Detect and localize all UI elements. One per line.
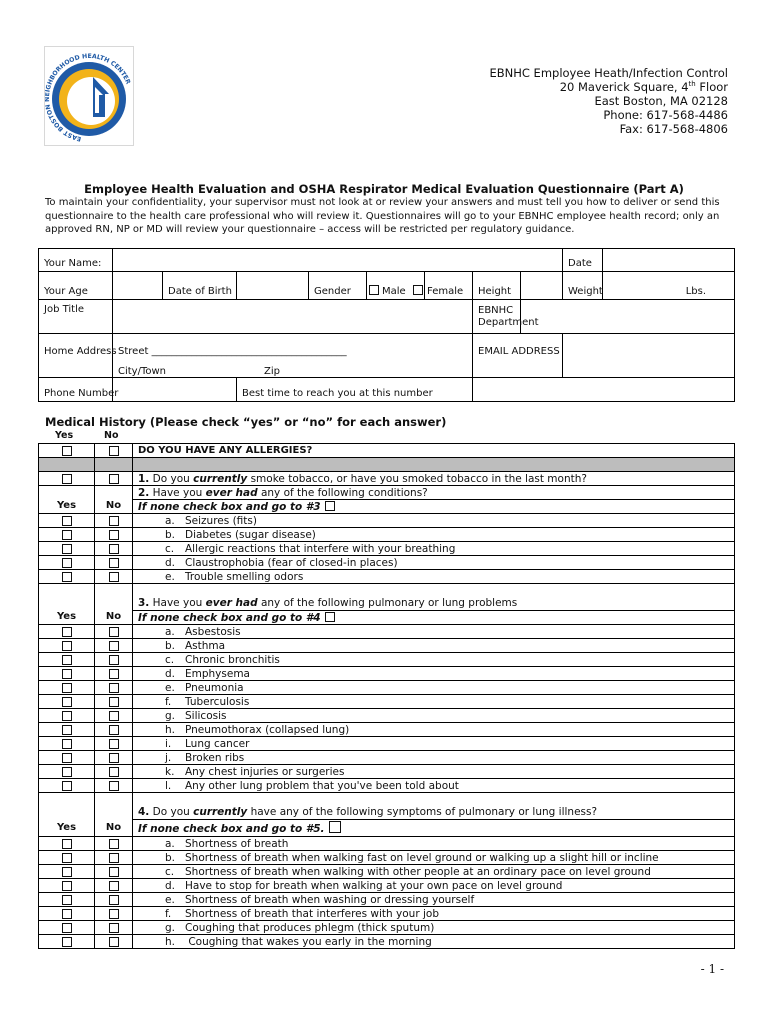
phone-number-field[interactable] [113,378,237,402]
q4-item-yes-checkbox[interactable] [62,839,72,849]
q4-item-letter: d. [165,879,176,892]
q4-item-no-checkbox[interactable] [109,923,119,933]
ebnhc-department-label: EBNHC Department [473,300,521,334]
q3-item-label: Any chest injuries or surgeries [185,765,345,778]
q3-item-row [39,667,735,681]
q4-item-letter: g. [165,921,176,934]
employee-info-table [38,248,735,402]
q3-items [39,625,735,793]
q4-item-label: Coughing that wakes you early in the morning [185,935,432,948]
shaded-spacer [95,458,133,472]
q3-item-no-checkbox[interactable] [109,655,119,665]
q4-item-text-cell [133,921,735,935]
q2-item-label: Claustrophobia (fear of closed-in places) [185,556,398,569]
q2-item-text-cell [133,556,735,570]
q4-item-row [39,935,735,949]
your-age-field[interactable] [113,272,163,300]
shaded-spacer [39,458,95,472]
q3-none-checkbox[interactable] [325,612,335,622]
phone-number-label: Phone Number [39,378,113,402]
q2-item-row [39,542,735,556]
q3-no-cell [95,723,133,737]
q2-blank-cell [95,486,133,500]
q2-item-label: Allergic reactions that interfere with your breathing [185,542,456,555]
your-name-field[interactable] [113,249,563,272]
q2-item-text-cell [133,570,735,584]
q4-item-row [39,837,735,851]
q3-no-cell [95,653,133,667]
q3-no-cell [95,695,133,709]
q3-item-yes-checkbox[interactable] [62,767,72,777]
q4-no-cell [95,893,133,907]
q3-item-letter: a. [165,625,175,638]
q4-item-yes-checkbox[interactable] [62,909,72,919]
q2-item-yes-checkbox[interactable] [62,572,72,582]
q4-item-label: Coughing that produces phlegm (thick sputum) [185,921,435,934]
q3-item-label: Emphysema [185,667,250,680]
q3-item-text-cell [133,751,735,765]
q3-yes-cell [39,667,95,681]
q3-item-letter: l. [165,779,172,792]
q4-no-cell [95,865,133,879]
q2-item-row [39,570,735,584]
logo-ring-text: EAST BOSTON IGHBORHOOD HEALTH CENTER [45,52,132,143]
q3-item-row [39,681,735,695]
q3-item-yes-checkbox[interactable] [62,711,72,721]
q3-item-no-checkbox[interactable] [109,669,119,679]
q3-no-header: No [95,611,133,625]
q3-item-label: Chronic bronchitis [185,653,280,666]
q3-yes-cell [39,709,95,723]
q4-item-no-checkbox[interactable] [109,937,119,947]
q4-item-yes-checkbox[interactable] [62,937,72,947]
q4-item-label: Shortness of breath when washing or dressing yourself [185,893,475,906]
q3-yes-cell [39,723,95,737]
q3-item-row [39,625,735,639]
q3-item-text-cell [133,709,735,723]
q4-yes-cell [39,935,95,949]
q4-item-no-checkbox[interactable] [109,853,119,863]
document-title: Employee Health Evaluation and OSHA Respirator Medical Evaluation Questionnaire (Part A) [84,182,684,196]
q4-item-row [39,893,735,907]
q3-item-no-checkbox[interactable] [109,641,119,651]
q2-no-cell [95,514,133,528]
q3-item-text-cell [133,695,735,709]
q4-item-yes-checkbox[interactable] [62,853,72,863]
q3-item-label: Silicosis [185,709,227,722]
q2-yes-cell [39,514,95,528]
q3-no-cell [95,779,133,793]
q4-item-letter: f. [165,907,172,920]
q2-item-text-cell [133,514,735,528]
q4-question: 4. Do you currently have any of the following symptoms of pulmonary or lung illness? [133,793,735,820]
q4-item-letter: c. [165,865,175,878]
zip-label: Zip [264,366,280,377]
q3-item-row [39,639,735,653]
q3-yes-cell [39,639,95,653]
q3-item-letter: k. [165,765,175,778]
q4-item-yes-checkbox[interactable] [62,867,72,877]
q3-item-no-checkbox[interactable] [109,753,119,763]
q3-item-label: Asthma [185,639,226,652]
q3-item-no-checkbox[interactable] [109,781,119,791]
address-phone: Phone: 617-568-4486 [603,108,728,122]
q3-item-yes-checkbox[interactable] [62,739,72,749]
q3-item-text-cell [133,779,735,793]
q3-item-yes-checkbox[interactable] [62,781,72,791]
city-zip-row [118,366,467,377]
date-field[interactable] [603,249,735,272]
q3-item-no-checkbox[interactable] [109,683,119,693]
health-center-logo [44,46,134,146]
yes-column-header: Yes [55,430,74,441]
q3-item-letter: b. [165,639,176,652]
q2-no-cell [95,556,133,570]
q2-item-label: Diabetes (sugar disease) [185,528,316,541]
date-label: Date [563,249,603,272]
best-time-label: Best time to reach you at this number [237,378,473,402]
q4-item-text-cell [133,907,735,921]
q2-item-text-cell [133,528,735,542]
q3-item-letter: h. [165,723,175,736]
q2-item-yes-checkbox[interactable] [62,544,72,554]
q4-item-letter: e. [165,893,175,906]
email-address-field[interactable] [563,334,735,378]
q3-yes-cell [39,737,95,751]
q4-no-cell [95,921,133,935]
q2-item-row [39,528,735,542]
q2-item-yes-checkbox[interactable] [62,558,72,568]
job-title-label: Job Title [39,300,113,334]
q2-item-row [39,556,735,570]
q4-item-letter: b. [165,851,176,864]
q1-yes-checkbox[interactable] [62,474,72,484]
q4-item-no-checkbox[interactable] [109,839,119,849]
q3-item-letter: f. [165,695,172,708]
q3-item-text-cell [133,667,735,681]
q4-item-text-cell [133,935,735,949]
q4-item-row [39,907,735,921]
allergies-no-checkbox[interactable] [109,446,119,456]
q2-item-letter: c. [165,542,175,555]
male-checkbox[interactable] [369,285,379,295]
q4-yes-cell [39,921,95,935]
address-line-2: 20 Maverick Square, 4th Floor [559,80,728,94]
q2-item-label: Seizures (fits) [185,514,257,527]
q2-blank-cell [39,486,95,500]
q3-item-yes-checkbox[interactable] [62,641,72,651]
address-line-3: East Boston, MA 02128 [594,94,728,108]
q3-item-yes-checkbox[interactable] [62,697,72,707]
job-title-field[interactable] [113,300,473,334]
q2-item-letter: a. [165,514,175,527]
q4-item-yes-checkbox[interactable] [62,881,72,891]
q4-item-label: Shortness of breath [185,837,289,850]
q3-no-cell [95,751,133,765]
q3-item-row [39,751,735,765]
confidentiality-notice: To maintain your confidentiality, your supervisor must not look at or review your answers and must tell you how to deliver or send this questionnaire to the health care professional who will review it. Questionnaires will go to your EBNHC employee health record; only an approved RN, NP or MD will review your questionnaire – access will be restricted per regulatory guidance. [45,197,720,235]
q4-no-cell [95,837,133,851]
q4-item-text-cell [133,837,735,851]
q2-item-no-checkbox[interactable] [109,572,119,582]
q3-yes-cell [39,695,95,709]
q2-yes-header: Yes [39,500,95,514]
q3-item-label: Any other lung problem that you've been told about [185,779,459,792]
q3-yes-cell [39,779,95,793]
street-label: Street _______________________________________ [118,346,347,357]
q3-item-row [39,737,735,751]
q3-item-yes-checkbox[interactable] [62,753,72,763]
female-label: Female [425,272,473,300]
q4-item-no-checkbox[interactable] [109,881,119,891]
q2-item-letter: e. [165,570,175,583]
q3-item-label: Asbestosis [185,625,241,638]
q4-none-option: If none check box and go to #5. [133,820,735,837]
q3-item-no-checkbox[interactable] [109,767,119,777]
q1-no-checkbox[interactable] [109,474,119,484]
home-address-label: Home Address [39,334,113,378]
q4-item-row [39,879,735,893]
q2-item-text-cell [133,542,735,556]
q3-item-text-cell [133,723,735,737]
q4-no-cell [95,935,133,949]
male-label: Male [382,286,406,297]
q3-yes-header: Yes [39,611,95,625]
q4-yes-cell [39,879,95,893]
q1-yes-cell [39,472,95,486]
q2-none-checkbox[interactable] [325,501,335,511]
q3-item-row [39,695,735,709]
q2-item-no-checkbox[interactable] [109,530,119,540]
q4-yes-cell [39,893,95,907]
q4-item-row [39,865,735,879]
q3-no-cell [95,681,133,695]
page-number: - 1 - [700,962,724,976]
q3-item-row [39,653,735,667]
q3-item-label: Broken ribs [185,751,245,764]
home-address-field[interactable] [113,334,473,378]
q2-item-letter: b. [165,528,176,541]
q3-question: 3. Have you ever had any of the following pulmonary or lung problems [133,584,735,611]
q2-item-row [39,514,735,528]
q3-item-letter: e. [165,681,175,694]
q3-no-cell [95,667,133,681]
your-name-label: Your Name: [39,249,113,272]
clinic-address [489,66,728,136]
address-fax: Fax: 617-568-4806 [619,122,728,136]
q2-yes-cell [39,528,95,542]
q3-no-cell [95,737,133,751]
height-field[interactable] [521,272,563,300]
q4-item-text-cell [133,879,735,893]
q4-no-header: No [95,820,133,837]
q3-item-row [39,709,735,723]
q3-yes-cell [39,681,95,695]
q3-item-text-cell [133,765,735,779]
q4-yes-cell [39,851,95,865]
medical-history-table [38,443,735,949]
q3-item-label: Pneumothorax (collapsed lung) [185,723,350,736]
q3-yes-cell [39,751,95,765]
q3-item-label: Pneumonia [185,681,244,694]
your-age-label: Your Age [39,272,113,300]
q2-no-cell [95,528,133,542]
q2-yes-cell [39,556,95,570]
q3-item-text-cell [133,639,735,653]
q3-item-row [39,765,735,779]
q3-yes-cell [39,625,95,639]
city-town-label: City/Town [118,366,167,377]
female-checkbox[interactable] [413,285,423,295]
q4-no-cell [95,879,133,893]
q1-question: 1. Do you currently smoke tobacco, or have you smoked tobacco in the last month? [133,472,735,486]
q4-item-label: Shortness of breath when walking fast on level ground or walking up a slight hill or incline [185,851,659,864]
q3-item-label: Lung cancer [185,737,250,750]
date-of-birth-field[interactable] [237,272,309,300]
q4-item-no-checkbox[interactable] [109,909,119,919]
q3-item-row [39,779,735,793]
q2-items [39,514,735,584]
q4-item-row [39,851,735,865]
q4-no-cell [95,851,133,865]
q2-item-no-checkbox[interactable] [109,558,119,568]
q3-no-cell [95,639,133,653]
q2-item-letter: d. [165,556,176,569]
q3-item-yes-checkbox[interactable] [62,669,72,679]
q3-blank-cell [39,584,95,611]
q4-item-yes-checkbox[interactable] [62,895,72,905]
no-column-header: No [104,430,119,441]
q3-yes-cell [39,765,95,779]
q4-item-label: Shortness of breath when walking with other people at an ordinary pace on level ground [185,865,651,878]
q4-item-no-checkbox[interactable] [109,867,119,877]
address-line-1: EBNHC Employee Heath/Infection Control [489,66,728,80]
department-field[interactable] [521,300,735,334]
q3-no-cell [95,765,133,779]
q2-item-yes-checkbox[interactable] [62,516,72,526]
weight-label: Weight [563,272,603,300]
q4-item-row [39,921,735,935]
q3-item-yes-checkbox[interactable] [62,725,72,735]
q2-question: 2. Have you ever had any of the following conditions? [133,486,735,500]
q3-item-no-checkbox[interactable] [109,725,119,735]
health-center-logo-icon [45,47,133,145]
q4-item-yes-checkbox[interactable] [62,923,72,933]
q3-none-option: If none check box and go to #4 [133,611,735,625]
q4-item-text-cell [133,851,735,865]
q2-no-cell [95,570,133,584]
q3-item-letter: i. [165,737,172,750]
q2-none-option: If none check box and go to #3 [133,500,735,514]
weight-field[interactable] [603,272,735,300]
email-address-label: EMAIL ADDRESS [473,334,563,378]
q3-no-cell [95,625,133,639]
q3-item-no-checkbox[interactable] [109,711,119,721]
q4-no-cell [95,907,133,921]
q3-item-letter: j. [165,751,172,764]
q4-item-label: Have to stop for breath when walking at your own pace on level ground [185,879,563,892]
q2-no-cell [95,542,133,556]
medical-history-title: Medical History (Please check “yes” or “no” for each answer) [45,415,447,429]
best-time-field[interactable] [473,378,735,402]
shaded-spacer [133,458,735,472]
q4-blank-cell [95,793,133,820]
q3-item-text-cell [133,625,735,639]
lbs-unit: Lbs. [685,286,706,297]
q3-yes-cell [39,653,95,667]
q3-item-no-checkbox[interactable] [109,739,119,749]
allergies-yes-checkbox[interactable] [62,446,72,456]
q3-item-no-checkbox[interactable] [109,627,119,637]
q4-yes-cell [39,837,95,851]
q3-item-row [39,723,735,737]
q3-item-letter: g. [165,709,176,722]
q3-item-text-cell [133,737,735,751]
q4-yes-header: Yes [39,820,95,837]
q2-item-no-checkbox[interactable] [109,544,119,554]
q4-item-text-cell [133,865,735,879]
q3-item-text-cell [133,681,735,695]
q4-item-letter: h. [165,935,175,948]
q4-item-letter: a. [165,837,175,850]
q2-item-yes-checkbox[interactable] [62,530,72,540]
q3-no-cell [95,709,133,723]
gender-label: Gender [309,272,367,300]
q3-item-letter: d. [165,667,176,680]
q2-yes-cell [39,570,95,584]
q3-item-text-cell [133,653,735,667]
gender-options [367,272,425,300]
q2-item-no-checkbox[interactable] [109,516,119,526]
q2-no-header: No [95,500,133,514]
allergies-yes-cell [39,444,95,458]
q3-item-no-checkbox[interactable] [109,697,119,707]
q4-items [39,837,735,949]
q1-no-cell [95,472,133,486]
q2-item-label: Trouble smelling odors [185,570,304,583]
q3-item-yes-checkbox[interactable] [62,655,72,665]
q4-yes-cell [39,907,95,921]
q3-item-letter: c. [165,653,175,666]
q3-blank-cell [95,584,133,611]
q4-blank-cell [39,793,95,820]
allergies-question: DO YOU HAVE ANY ALLERGIES? [133,444,735,458]
q4-none-checkbox[interactable] [329,821,341,833]
q3-item-label: Tuberculosis [185,695,250,708]
allergies-no-cell [95,444,133,458]
q4-item-label: Shortness of breath that interferes with your job [185,907,439,920]
q2-yes-cell [39,542,95,556]
date-of-birth-label: Date of Birth [163,272,237,300]
q3-item-yes-checkbox[interactable] [62,627,72,637]
q3-item-yes-checkbox[interactable] [62,683,72,693]
q4-yes-cell [39,865,95,879]
height-label: Height [473,272,521,300]
q4-item-no-checkbox[interactable] [109,895,119,905]
q4-item-text-cell [133,893,735,907]
